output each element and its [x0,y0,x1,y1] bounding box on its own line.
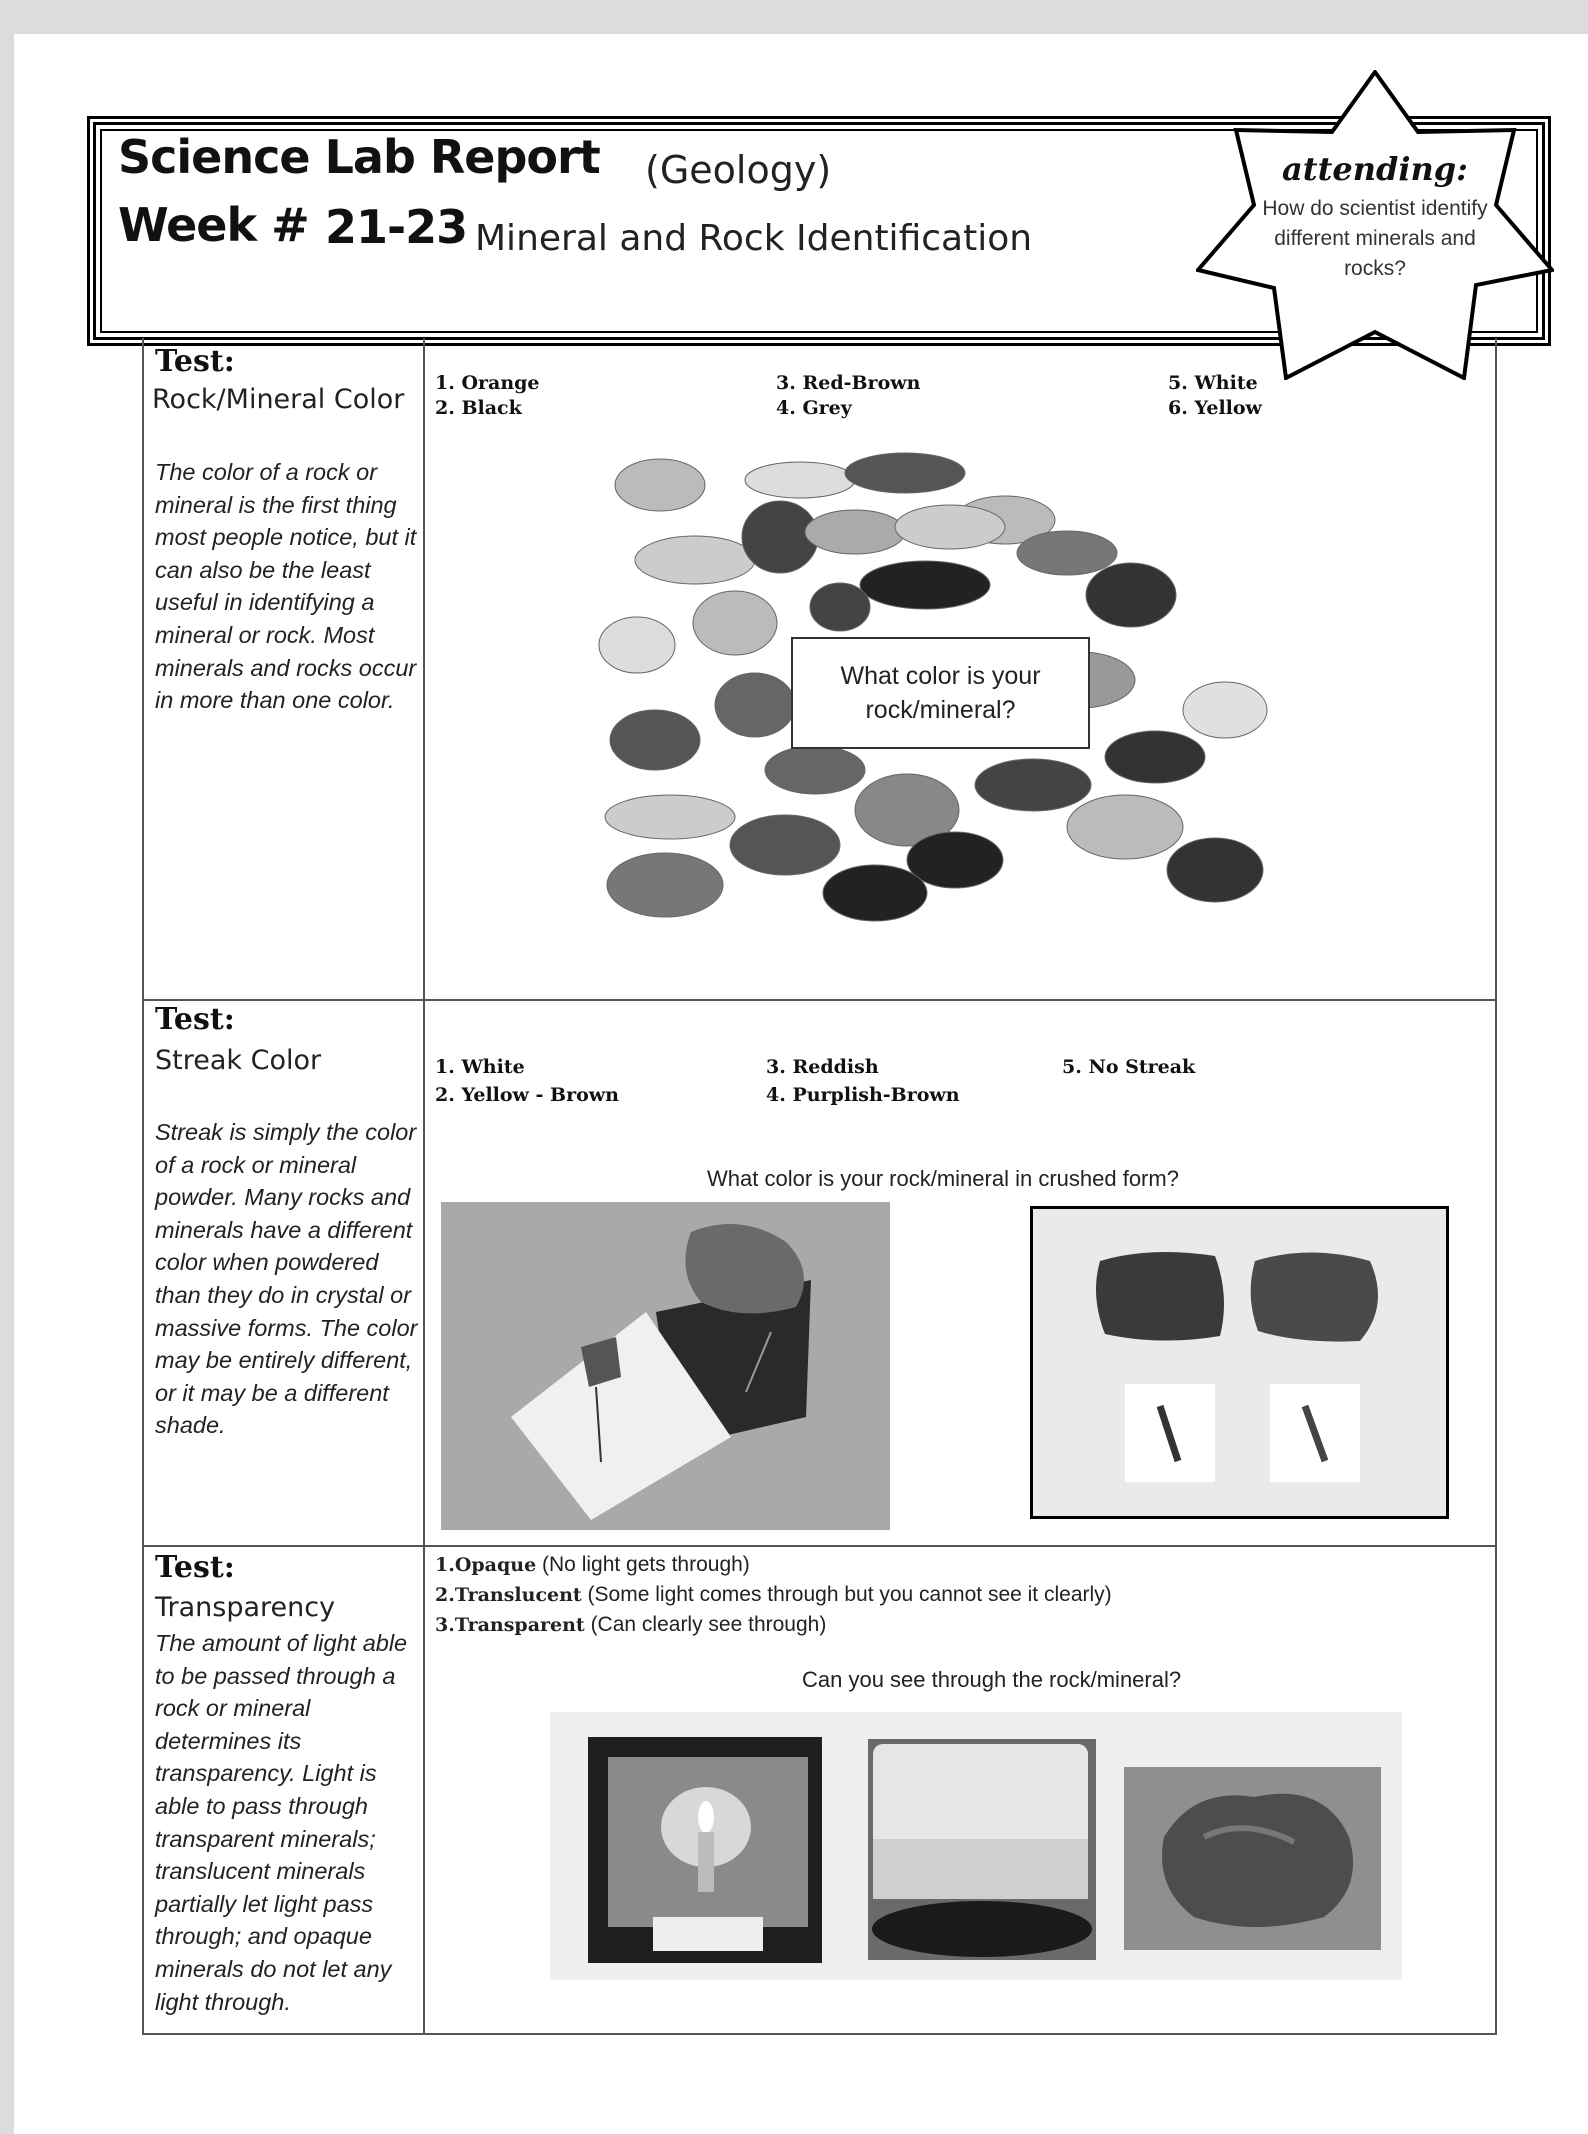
rock-specimen [730,815,840,875]
row-divider [142,999,1497,1001]
option: 6. Yellow [1168,397,1262,419]
week-label: Week # [118,198,309,252]
option: 5. No Streak [1062,1056,1196,1078]
attending-callout [1255,150,1495,284]
transparency-question: Can you see through the rock/mineral? [802,1667,1182,1692]
option: 3. Reddish [766,1056,879,1078]
test-label: Test: [155,344,235,379]
rock-specimen [845,453,965,493]
translucent-block-photo [868,1739,1096,1960]
row-divider [142,1545,1497,1547]
attending-question: How do scientist identify different minerals and rocks? [1262,197,1488,280]
color-question-box [791,637,1090,749]
option: 3.Transparent (Can clearly see through) [435,1613,827,1636]
rock-specimen [805,510,905,554]
rock-specimen [693,591,777,655]
test-description: The amount of light able to be passed through a rock or mineral determines its transparency. Light is able to pass through transparent minerals; translucent minerals partially let light pass through; and opaque minerals do not let any light through. [155,1630,408,2015]
option: 1.Opaque (No light gets through) [435,1553,750,1576]
option: 3. Red-Brown [776,372,921,394]
test-description: The color of a rock or mineral is the first thing most people notice, but it can also be the least useful in identifying a mineral or rock. Most minerals and rocks occur in more than one color. [155,459,417,714]
streak-plate-photo [441,1202,890,1530]
rock-specimen [635,536,755,584]
test-label: Test: [155,1550,235,1585]
option: 1. Orange [435,372,540,394]
subject: (Geology) [645,148,832,192]
rock-specimen [975,759,1091,811]
rock-specimen [605,795,735,839]
test-label: Test: [155,1002,235,1037]
rock-specimen [1183,682,1267,738]
option: 2. Black [435,397,522,419]
rock-specimen [1167,838,1263,902]
rock-specimen [610,710,700,770]
rock-specimen [1017,531,1117,575]
option: 1. White [435,1056,525,1078]
option: 2. Yellow - Brown [435,1084,619,1106]
test-name: Rock/Mineral Color [152,384,405,415]
rock-specimen [607,853,723,917]
rock-specimen [1067,795,1183,859]
option: 4. Grey [776,397,852,419]
color-question: What color is your rock/mineral? [840,662,1041,724]
rock-specimen [1105,731,1205,783]
week-range: 21-23 [325,200,468,254]
rock-specimen [810,583,870,631]
rock-specimen [860,561,990,609]
rock-specimen [765,746,865,794]
transparency-options [435,1550,1112,1640]
translucent-candle-photo [588,1737,822,1963]
option: 4. Purplish-Brown [766,1084,960,1106]
option: 5. White [1168,372,1258,394]
streak-question: What color is your rock/mineral in crushed form? [707,1166,1179,1191]
rock-specimen [1086,563,1176,627]
topic: Mineral and Rock Identification [475,218,1033,259]
column-divider [423,338,425,2035]
test-name: Transparency [155,1592,336,1623]
streak-samples-photo [1030,1206,1449,1519]
rock-specimen [823,865,927,921]
attending-label: attending: [1282,150,1468,188]
rock-specimen [745,462,855,498]
rock-specimen [715,673,795,737]
test-description: Streak is simply the color of a rock or mineral powder. Many rocks and minerals have a different color when powdered than they do in crystal or massive forms. The color may be entirely different, or it may be a different shade. [155,1119,418,1439]
test-name: Streak Color [155,1045,322,1076]
rock-specimen [895,505,1005,549]
rock-specimen [615,459,705,511]
opaque-rock-photo [1124,1767,1381,1950]
report-title: Science Lab Report [118,130,600,184]
rock-specimen [599,617,675,673]
option: 2.Translucent (Some light comes through but you cannot see it clearly) [435,1583,1112,1606]
